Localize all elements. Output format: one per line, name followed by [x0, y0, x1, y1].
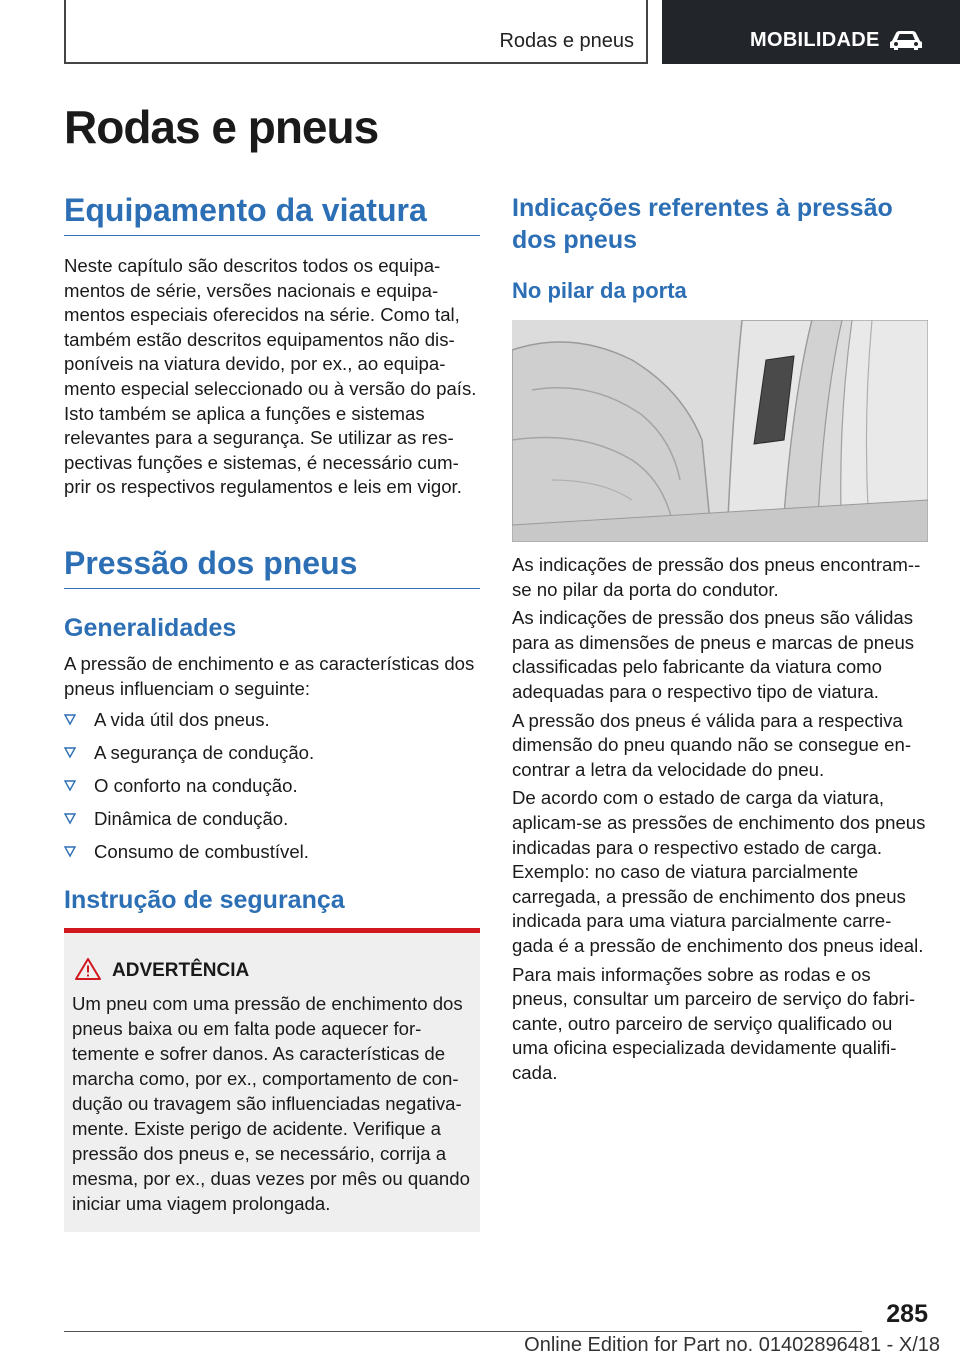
header-chapter-box	[662, 0, 960, 64]
warning-label: ADVERTÊNCIA	[112, 960, 250, 981]
section-title-pressure-indications: Indicações referentes à pressão dos pneus	[512, 194, 893, 254]
header-chapter-title: MOBILIDADE	[750, 29, 880, 51]
car-icon	[888, 29, 924, 51]
header-section-box	[64, 0, 648, 64]
list-item-text: A vida útil dos pneus.	[94, 709, 270, 730]
list-item-text: O conforto na condução.	[94, 775, 298, 796]
list-item	[64, 807, 480, 840]
section-title-tire-pressure: Pressão dos pneus	[64, 545, 480, 589]
paragraph: As indicações de pressão dos pneus encontram--se no pilar da porta do condutor.	[512, 554, 921, 600]
header-section-title: Rodas e pneus	[499, 30, 634, 52]
list-item	[64, 840, 480, 873]
warning-box	[64, 928, 480, 1232]
door-pillar-drawing	[512, 320, 928, 542]
footer-edition: Online Edition for Part no. 01402896481 - X/18	[524, 1334, 940, 1356]
equipment-paragraph: Neste capítulo são descritos todos os equipa-mentos de série, versões nacionais e equipa-mentos especiais oferecidos na série. Como tal, também estão descritos equipamentos não dis-poníveis na viatura devido, por ex., ao equipa-mento especial seleccionado ou à versão do país. Isto também se aplica a funções e sistemas relevantes para a segurança. Se utilizar as res-pectivas funções e sistemas, é necessário cum-prir os respectivos regulamentos e leis em vigor.	[64, 255, 477, 498]
warning-triangle-icon	[74, 957, 102, 981]
warning-text: Um pneu com uma pressão de enchimento dos pneus baixa ou em falta pode aquecer for-temente e sofrer danos. As características de marcha como, por ex., comportamento de con-dução ou travagem são influenciadas negativa-mente. Existe perigo de acidente. Verifique a pressão dos pneus e, se necessário, corrija a mesma, por ex., duas vezes por mês ou quando iniciar uma viagem prolongada.	[72, 993, 470, 1214]
page-number: 285	[886, 1300, 928, 1328]
list-item	[64, 741, 480, 774]
general-paragraph: A pressão de enchimento e as características dos pneus influenciam o seguinte:	[64, 653, 475, 699]
triangle-bullet-icon	[64, 747, 76, 759]
section-title-equipment: Equipamento da viatura	[64, 192, 480, 236]
footer-divider	[64, 1331, 862, 1332]
triangle-bullet-icon	[64, 846, 76, 858]
paragraph: Para mais informações sobre as rodas e os pneus, consultar um parceiro de serviço do fabri-cante, outro parceiro de serviço qualificado ou uma oficina especializada devidamente qualifi-cada.	[512, 963, 916, 1083]
influence-list	[64, 708, 480, 873]
triangle-bullet-icon	[64, 780, 76, 792]
list-item	[64, 774, 480, 807]
triangle-bullet-icon	[64, 714, 76, 726]
list-item-text: Dinâmica de condução.	[94, 808, 289, 829]
subsection-title-safety: Instrução de segurança	[64, 886, 345, 914]
list-item-text: Consumo de combustível.	[94, 841, 309, 862]
paragraph: A pressão dos pneus é válida para a respectiva dimensão do pneu quando não se consegue en-contrar a letra da velocidade do pneu.	[512, 709, 912, 780]
list-item-text: A segurança de condução.	[94, 742, 315, 763]
pressure-indications-text	[512, 553, 928, 1089]
paragraph: As indicações de pressão dos pneus são válidas para as dimensões de pneus e marcas de pneus classificadas pelo fabricante da viatura como adequadas para o respectivo tipo de viatura.	[512, 607, 915, 702]
list-item	[64, 708, 480, 741]
triangle-bullet-icon	[64, 813, 76, 825]
door-pillar-illustration	[512, 320, 928, 542]
subsection-title-door-pillar: No pilar da porta	[512, 278, 687, 303]
page-title: Rodas e pneus	[64, 101, 379, 153]
paragraph: De acordo com o estado de carga da viatura, aplicam-se as pressões de enchimento dos pneus indicadas para o respectivo estado de carga. Exemplo: no caso de viatura parcialmente carregada, a pressão de enchimento dos pneus indicada para uma viatura parcialmente carre-gada é a pressão de enchimento dos pneus ideal.	[512, 787, 926, 956]
subsection-title-general: Generalidades	[64, 614, 237, 642]
